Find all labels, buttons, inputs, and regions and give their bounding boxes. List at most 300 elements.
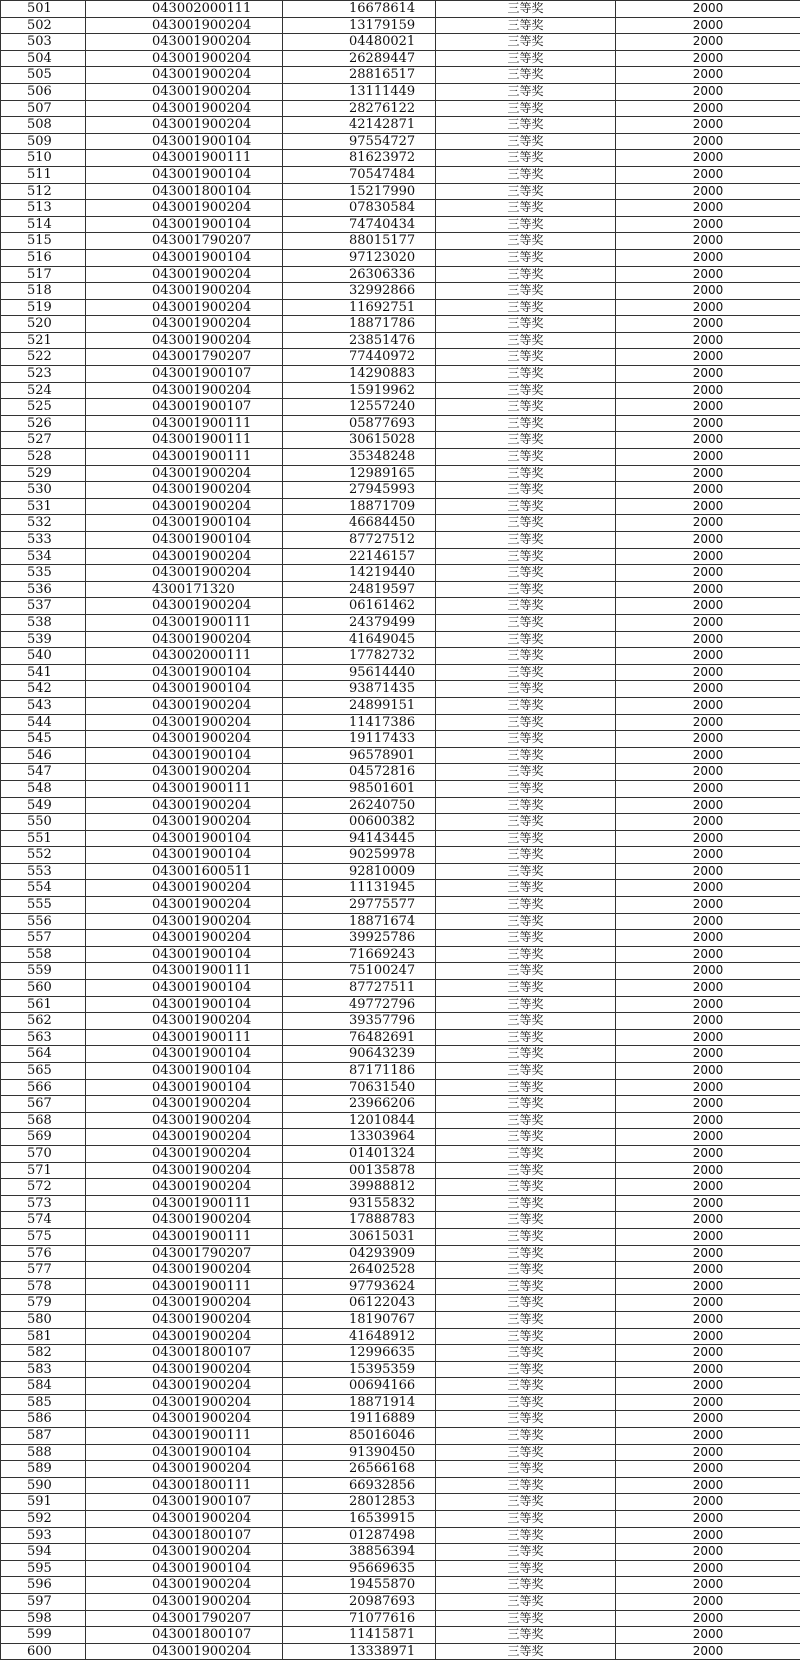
id-cell: 00135878: [283, 1162, 436, 1179]
amount-cell: 2000: [616, 100, 800, 117]
table-row: [1, 1262, 800, 1279]
prize-cell: 三等奖: [436, 963, 616, 980]
seq-cell: 531: [1, 498, 86, 515]
seq-cell: 536: [1, 581, 86, 598]
code-cell: 043001900204: [86, 880, 283, 897]
id-cell: 42142871: [283, 117, 436, 134]
table-row: [1, 515, 800, 532]
seq-cell: 505: [1, 67, 86, 84]
code-cell: 043001900204: [86, 1544, 283, 1561]
seq-cell: 598: [1, 1610, 86, 1627]
id-cell: 05877693: [283, 415, 436, 432]
id-cell: 87727511: [283, 980, 436, 997]
amount-cell: 2000: [616, 1245, 800, 1262]
seq-cell: 528: [1, 449, 86, 466]
id-cell: 26566168: [283, 1461, 436, 1478]
id-cell: 39357796: [283, 1013, 436, 1030]
id-cell: 74740434: [283, 216, 436, 233]
table-row: [1, 332, 800, 349]
seq-cell: 600: [1, 1643, 86, 1660]
table-row: [1, 1494, 800, 1511]
table-row: [1, 1577, 800, 1594]
code-cell: 043001900204: [86, 814, 283, 831]
table-row: [1, 664, 800, 681]
seq-cell: 571: [1, 1162, 86, 1179]
seq-cell: 543: [1, 697, 86, 714]
seq-cell: 533: [1, 532, 86, 549]
amount-cell: 2000: [616, 1544, 800, 1561]
code-cell: 043001900204: [86, 1096, 283, 1113]
code-cell: 043001900204: [86, 50, 283, 67]
code-cell: 043001900204: [86, 1361, 283, 1378]
table-row: [1, 532, 800, 549]
table-row: [1, 1627, 800, 1644]
code-cell: 043001900204: [86, 498, 283, 515]
amount-cell: 2000: [616, 797, 800, 814]
prize-cell: 三等奖: [436, 863, 616, 880]
table-row: [1, 963, 800, 980]
id-cell: 16539915: [283, 1511, 436, 1528]
prize-cell: 三等奖: [436, 1262, 616, 1279]
code-cell: 043001900204: [86, 1411, 283, 1428]
table-row: [1, 1544, 800, 1561]
table-row: [1, 1145, 800, 1162]
amount-cell: 2000: [616, 1411, 800, 1428]
seq-cell: 523: [1, 366, 86, 383]
seq-cell: 518: [1, 283, 86, 300]
seq-cell: 506: [1, 83, 86, 100]
table-row: [1, 880, 800, 897]
prize-cell: 三等奖: [436, 1311, 616, 1328]
id-cell: 19117433: [283, 731, 436, 748]
id-cell: 15919962: [283, 382, 436, 399]
prize-cell: 三等奖: [436, 747, 616, 764]
table-row: [1, 249, 800, 266]
code-cell: 043002000111: [86, 648, 283, 665]
amount-cell: 2000: [616, 1129, 800, 1146]
id-cell: 01401324: [283, 1145, 436, 1162]
id-cell: 01287498: [283, 1527, 436, 1544]
table-row: [1, 233, 800, 250]
seq-cell: 539: [1, 631, 86, 648]
id-cell: 77440972: [283, 349, 436, 366]
amount-cell: 2000: [616, 1112, 800, 1129]
seq-cell: 525: [1, 399, 86, 416]
id-cell: 12989165: [283, 465, 436, 482]
id-cell: 90643239: [283, 1046, 436, 1063]
code-cell: 043001900204: [86, 17, 283, 34]
amount-cell: 2000: [616, 1212, 800, 1229]
amount-cell: 2000: [616, 1378, 800, 1395]
amount-cell: 2000: [616, 1079, 800, 1096]
seq-cell: 534: [1, 548, 86, 565]
prize-cell: 三等奖: [436, 1145, 616, 1162]
table-row: [1, 913, 800, 930]
prize-cell: 三等奖: [436, 1063, 616, 1080]
amount-cell: 2000: [616, 614, 800, 631]
seq-cell: 581: [1, 1328, 86, 1345]
seq-cell: 501: [1, 1, 86, 18]
amount-cell: 2000: [616, 1013, 800, 1030]
prize-cell: 三等奖: [436, 1179, 616, 1196]
table-row: [1, 399, 800, 416]
code-cell: 043001900104: [86, 847, 283, 864]
seq-cell: 560: [1, 980, 86, 997]
seq-cell: 561: [1, 996, 86, 1013]
prize-cell: 三等奖: [436, 548, 616, 565]
seq-cell: 572: [1, 1179, 86, 1196]
code-cell: 043001800111: [86, 1477, 283, 1494]
prize-cell: 三等奖: [436, 515, 616, 532]
table-row: [1, 449, 800, 466]
seq-cell: 594: [1, 1544, 86, 1561]
code-cell: 043001900204: [86, 930, 283, 947]
amount-cell: 2000: [616, 233, 800, 250]
code-cell: 043001790207: [86, 233, 283, 250]
amount-cell: 2000: [616, 1029, 800, 1046]
seq-cell: 514: [1, 216, 86, 233]
code-cell: 043001900111: [86, 1228, 283, 1245]
id-cell: 32992866: [283, 283, 436, 300]
prize-cell: 三等奖: [436, 1278, 616, 1295]
id-cell: 97793624: [283, 1278, 436, 1295]
code-cell: 043001800107: [86, 1627, 283, 1644]
id-cell: 75100247: [283, 963, 436, 980]
code-cell: 4300171320: [86, 581, 283, 598]
prize-cell: 三等奖: [436, 1079, 616, 1096]
seq-cell: 504: [1, 50, 86, 67]
id-cell: 71077616: [283, 1610, 436, 1627]
amount-cell: 2000: [616, 930, 800, 947]
seq-cell: 555: [1, 897, 86, 914]
seq-cell: 532: [1, 515, 86, 532]
table-row: [1, 1179, 800, 1196]
amount-cell: 2000: [616, 316, 800, 333]
table-row: [1, 183, 800, 200]
id-cell: 19455870: [283, 1577, 436, 1594]
amount-cell: 2000: [616, 482, 800, 499]
seq-cell: 509: [1, 133, 86, 150]
code-cell: 043001900204: [86, 1212, 283, 1229]
id-cell: 04572816: [283, 764, 436, 781]
table-row: [1, 930, 800, 947]
seq-cell: 519: [1, 299, 86, 316]
code-cell: 043001900104: [86, 133, 283, 150]
prize-cell: 三等奖: [436, 847, 616, 864]
amount-cell: 2000: [616, 830, 800, 847]
id-cell: 70631540: [283, 1079, 436, 1096]
code-cell: 043001900204: [86, 200, 283, 217]
amount-cell: 2000: [616, 515, 800, 532]
code-cell: 043001900204: [86, 83, 283, 100]
seq-cell: 574: [1, 1212, 86, 1229]
prize-cell: 三等奖: [436, 366, 616, 383]
code-cell: 043001600511: [86, 863, 283, 880]
id-cell: 27945993: [283, 482, 436, 499]
table-row: [1, 1212, 800, 1229]
id-cell: 00600382: [283, 814, 436, 831]
code-cell: 043001900204: [86, 1145, 283, 1162]
table-row: [1, 1527, 800, 1544]
table-row: [1, 34, 800, 51]
seq-cell: 545: [1, 731, 86, 748]
id-cell: 18190767: [283, 1311, 436, 1328]
id-cell: 12010844: [283, 1112, 436, 1129]
id-cell: 23851476: [283, 332, 436, 349]
amount-cell: 2000: [616, 548, 800, 565]
id-cell: 93871435: [283, 681, 436, 698]
code-cell: 043001900204: [86, 117, 283, 134]
id-cell: 95669635: [283, 1560, 436, 1577]
id-cell: 19116889: [283, 1411, 436, 1428]
id-cell: 12996635: [283, 1345, 436, 1362]
amount-cell: 2000: [616, 847, 800, 864]
prize-cell: 三等奖: [436, 764, 616, 781]
prize-cell: 三等奖: [436, 897, 616, 914]
prize-cell: 三等奖: [436, 714, 616, 731]
code-cell: 043001900204: [86, 1594, 283, 1611]
prize-cell: 三等奖: [436, 1212, 616, 1229]
code-cell: 043001900204: [86, 913, 283, 930]
id-cell: 11692751: [283, 299, 436, 316]
prize-cell: 三等奖: [436, 349, 616, 366]
prize-cell: 三等奖: [436, 1129, 616, 1146]
amount-cell: 2000: [616, 1594, 800, 1611]
table-row: [1, 283, 800, 300]
table-row: [1, 150, 800, 167]
amount-cell: 2000: [616, 598, 800, 615]
prize-cell: 三等奖: [436, 996, 616, 1013]
amount-cell: 2000: [616, 1527, 800, 1544]
code-cell: 043001900111: [86, 1029, 283, 1046]
table-row: [1, 1477, 800, 1494]
amount-cell: 2000: [616, 1262, 800, 1279]
id-cell: 11417386: [283, 714, 436, 731]
seq-cell: 589: [1, 1461, 86, 1478]
id-cell: 00694166: [283, 1378, 436, 1395]
id-cell: 15395359: [283, 1361, 436, 1378]
amount-cell: 2000: [616, 1610, 800, 1627]
seq-cell: 564: [1, 1046, 86, 1063]
code-cell: 043001790207: [86, 1610, 283, 1627]
amount-cell: 2000: [616, 150, 800, 167]
table-row: [1, 1, 800, 18]
seq-cell: 552: [1, 847, 86, 864]
seq-cell: 507: [1, 100, 86, 117]
prize-cell: 三等奖: [436, 449, 616, 466]
id-cell: 97554727: [283, 133, 436, 150]
id-cell: 13111449: [283, 83, 436, 100]
code-cell: 043001900111: [86, 1195, 283, 1212]
amount-cell: 2000: [616, 1096, 800, 1113]
table-row: [1, 1295, 800, 1312]
seq-cell: 540: [1, 648, 86, 665]
table-row: [1, 67, 800, 84]
seq-cell: 586: [1, 1411, 86, 1428]
amount-cell: 2000: [616, 432, 800, 449]
seq-cell: 513: [1, 200, 86, 217]
prize-cell: 三等奖: [436, 1361, 616, 1378]
seq-cell: 592: [1, 1511, 86, 1528]
table-row: [1, 980, 800, 997]
prize-cell: 三等奖: [436, 1444, 616, 1461]
amount-cell: 2000: [616, 664, 800, 681]
seq-cell: 541: [1, 664, 86, 681]
seq-cell: 585: [1, 1394, 86, 1411]
code-cell: 043001900204: [86, 797, 283, 814]
table-row: [1, 299, 800, 316]
amount-cell: 2000: [616, 1394, 800, 1411]
table-row: [1, 581, 800, 598]
seq-cell: 521: [1, 332, 86, 349]
amount-cell: 2000: [616, 1643, 800, 1660]
prize-cell: 三等奖: [436, 465, 616, 482]
table-row: [1, 1511, 800, 1528]
seq-cell: 512: [1, 183, 86, 200]
id-cell: 26306336: [283, 266, 436, 283]
id-cell: 35348248: [283, 449, 436, 466]
code-cell: 043001900204: [86, 465, 283, 482]
code-cell: 043001900204: [86, 1328, 283, 1345]
seq-cell: 579: [1, 1295, 86, 1312]
amount-cell: 2000: [616, 332, 800, 349]
prize-cell: 三等奖: [436, 1627, 616, 1644]
id-cell: 39988812: [283, 1179, 436, 1196]
table-row: [1, 1428, 800, 1445]
prize-cell: 三等奖: [436, 1295, 616, 1312]
table-row: [1, 133, 800, 150]
code-cell: 043001900204: [86, 1262, 283, 1279]
amount-cell: 2000: [616, 697, 800, 714]
prize-cell: 三等奖: [436, 415, 616, 432]
code-cell: 043001900104: [86, 664, 283, 681]
code-cell: 043001900204: [86, 1295, 283, 1312]
prize-cell: 三等奖: [436, 913, 616, 930]
prize-cell: 三等奖: [436, 1, 616, 18]
id-cell: 41648912: [283, 1328, 436, 1345]
id-cell: 11131945: [283, 880, 436, 897]
prize-cell: 三等奖: [436, 100, 616, 117]
prize-cell: 三等奖: [436, 67, 616, 84]
code-cell: 043001900204: [86, 332, 283, 349]
seq-cell: 544: [1, 714, 86, 731]
amount-cell: 2000: [616, 1577, 800, 1594]
id-cell: 23966206: [283, 1096, 436, 1113]
table-row: [1, 366, 800, 383]
id-cell: 26240750: [283, 797, 436, 814]
code-cell: 043001900204: [86, 1577, 283, 1594]
prize-cell: 三等奖: [436, 17, 616, 34]
id-cell: 39925786: [283, 930, 436, 947]
amount-cell: 2000: [616, 1461, 800, 1478]
prize-cell: 三等奖: [436, 1560, 616, 1577]
amount-cell: 2000: [616, 349, 800, 366]
table-row: [1, 1560, 800, 1577]
prize-cell: 三等奖: [436, 266, 616, 283]
amount-cell: 2000: [616, 581, 800, 598]
id-cell: 85016046: [283, 1428, 436, 1445]
prize-cell: 三等奖: [436, 581, 616, 598]
prize-cell: 三等奖: [436, 316, 616, 333]
id-cell: 18871674: [283, 913, 436, 930]
code-cell: 043001900104: [86, 1079, 283, 1096]
code-cell: 043001900104: [86, 946, 283, 963]
amount-cell: 2000: [616, 17, 800, 34]
prize-cell: 三等奖: [436, 1228, 616, 1245]
seq-cell: 502: [1, 17, 86, 34]
table-row: [1, 697, 800, 714]
table-row: [1, 1378, 800, 1395]
id-cell: 87171186: [283, 1063, 436, 1080]
code-cell: 043001900111: [86, 1428, 283, 1445]
prize-cell: 三等奖: [436, 1378, 616, 1395]
amount-cell: 2000: [616, 1345, 800, 1362]
code-cell: 043001900204: [86, 764, 283, 781]
prize-cell: 三等奖: [436, 1245, 616, 1262]
code-cell: 043001900111: [86, 780, 283, 797]
table-row: [1, 1228, 800, 1245]
amount-cell: 2000: [616, 863, 800, 880]
seq-cell: 542: [1, 681, 86, 698]
amount-cell: 2000: [616, 731, 800, 748]
seq-cell: 538: [1, 614, 86, 631]
table-row: [1, 349, 800, 366]
prize-cell: 三等奖: [436, 34, 616, 51]
prize-cell: 三等奖: [436, 598, 616, 615]
id-cell: 06122043: [283, 1295, 436, 1312]
table-row: [1, 565, 800, 582]
amount-cell: 2000: [616, 299, 800, 316]
prize-cell: 三等奖: [436, 1096, 616, 1113]
id-cell: 14219440: [283, 565, 436, 582]
amount-cell: 2000: [616, 897, 800, 914]
id-cell: 87727512: [283, 532, 436, 549]
code-cell: 043001900204: [86, 1394, 283, 1411]
amount-cell: 2000: [616, 1, 800, 18]
prize-cell: 三等奖: [436, 216, 616, 233]
amount-cell: 2000: [616, 532, 800, 549]
seq-cell: 553: [1, 863, 86, 880]
id-cell: 18871914: [283, 1394, 436, 1411]
code-cell: 043001790207: [86, 1245, 283, 1262]
code-cell: 043001900204: [86, 67, 283, 84]
prize-cell: 三等奖: [436, 1643, 616, 1660]
seq-cell: 577: [1, 1262, 86, 1279]
seq-cell: 510: [1, 150, 86, 167]
id-cell: 07830584: [283, 200, 436, 217]
amount-cell: 2000: [616, 1328, 800, 1345]
code-cell: 043001900204: [86, 897, 283, 914]
code-cell: 043001900104: [86, 996, 283, 1013]
code-cell: 043001900204: [86, 598, 283, 615]
code-cell: 043001900111: [86, 963, 283, 980]
code-cell: 043001900104: [86, 166, 283, 183]
id-cell: 30615031: [283, 1228, 436, 1245]
prize-cell: 三等奖: [436, 117, 616, 134]
seq-cell: 582: [1, 1345, 86, 1362]
prize-cell: 三等奖: [436, 946, 616, 963]
table-row: [1, 1079, 800, 1096]
id-cell: 90259978: [283, 847, 436, 864]
seq-cell: 550: [1, 814, 86, 831]
id-cell: 04293909: [283, 1245, 436, 1262]
prize-cell: 三等奖: [436, 930, 616, 947]
id-cell: 66932856: [283, 1477, 436, 1494]
prize-cell: 三等奖: [436, 631, 616, 648]
code-cell: 043001900204: [86, 482, 283, 499]
prize-cell: 三等奖: [436, 1511, 616, 1528]
amount-cell: 2000: [616, 1162, 800, 1179]
